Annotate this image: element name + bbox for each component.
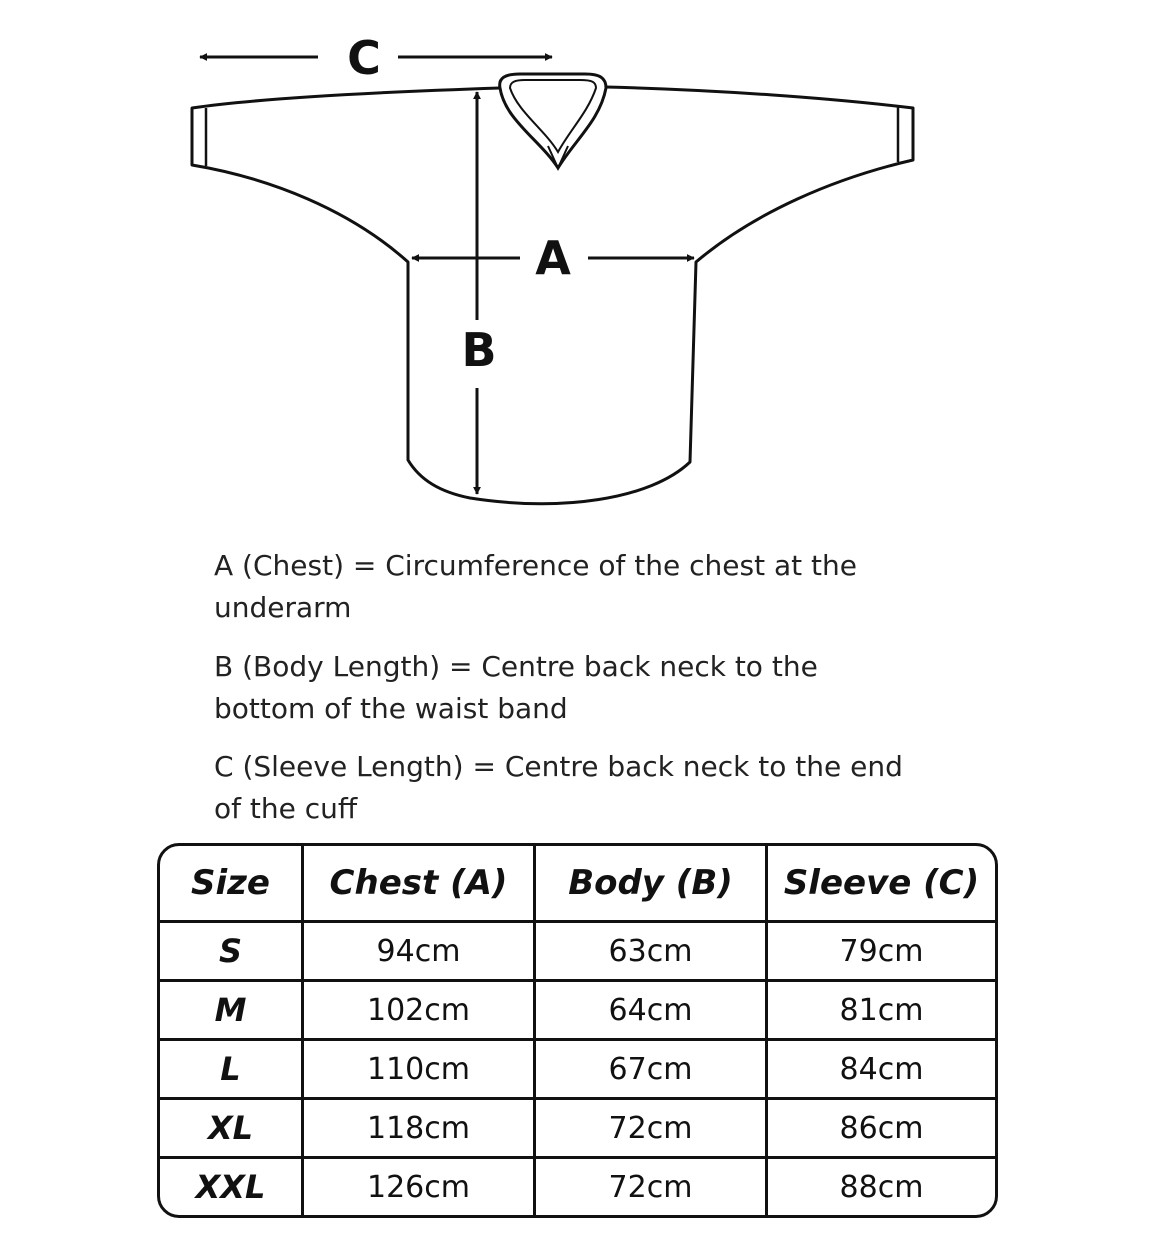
body-cell: 67cm — [536, 1041, 768, 1100]
header-size: Size — [160, 846, 304, 923]
legend-sleeve-length: C (Sleeve Length) = Centre back neck to the end of the cuff — [214, 750, 903, 825]
jersey-outline — [192, 87, 913, 504]
chest-cell: 110cm — [304, 1041, 536, 1100]
chest-cell: 126cm — [304, 1159, 536, 1215]
size-cell: XXL — [160, 1159, 304, 1215]
label-c: C — [347, 31, 381, 85]
size-chart-table — [157, 843, 998, 1218]
sleeve-cell: 84cm — [768, 1041, 995, 1100]
size-cell: L — [160, 1041, 304, 1100]
table-row — [160, 1159, 995, 1215]
size-cell: S — [160, 923, 304, 982]
table-row — [160, 1041, 995, 1100]
table-row — [160, 1100, 995, 1159]
header-chest: Chest (A) — [304, 846, 536, 923]
label-a: A — [535, 231, 571, 285]
legend-chest: A (Chest) = Circumference of the chest at the underarm — [214, 549, 857, 624]
chest-cell: 94cm — [304, 923, 536, 982]
jersey-diagram — [0, 0, 1160, 530]
table-row — [160, 923, 995, 982]
size-cell: XL — [160, 1100, 304, 1159]
sleeve-cell: 88cm — [839, 1169, 924, 1205]
sleeve-cell: 86cm — [768, 1100, 995, 1159]
header-body: Body (B) — [536, 846, 768, 923]
chest-cell: 102cm — [304, 982, 536, 1041]
body-cell: 72cm — [536, 1100, 768, 1159]
size-cell: M — [160, 982, 304, 1041]
header-sleeve: Sleeve (C) — [768, 846, 995, 923]
sleeve-cell: 79cm — [768, 923, 995, 982]
body-cell: 63cm — [536, 923, 768, 982]
table-header-row — [160, 846, 995, 923]
chest-cell: 118cm — [304, 1100, 536, 1159]
table-row — [160, 982, 995, 1041]
collar-inner — [510, 80, 596, 152]
sleeve-cell: 81cm — [768, 982, 995, 1041]
body-cell: 64cm — [536, 982, 768, 1041]
collar-outer — [500, 74, 606, 168]
body-cell: 72cm — [536, 1159, 768, 1215]
label-b: B — [461, 323, 497, 377]
legend-body-length: B (Body Length) = Centre back neck to the bottom of the waist band — [214, 650, 818, 725]
